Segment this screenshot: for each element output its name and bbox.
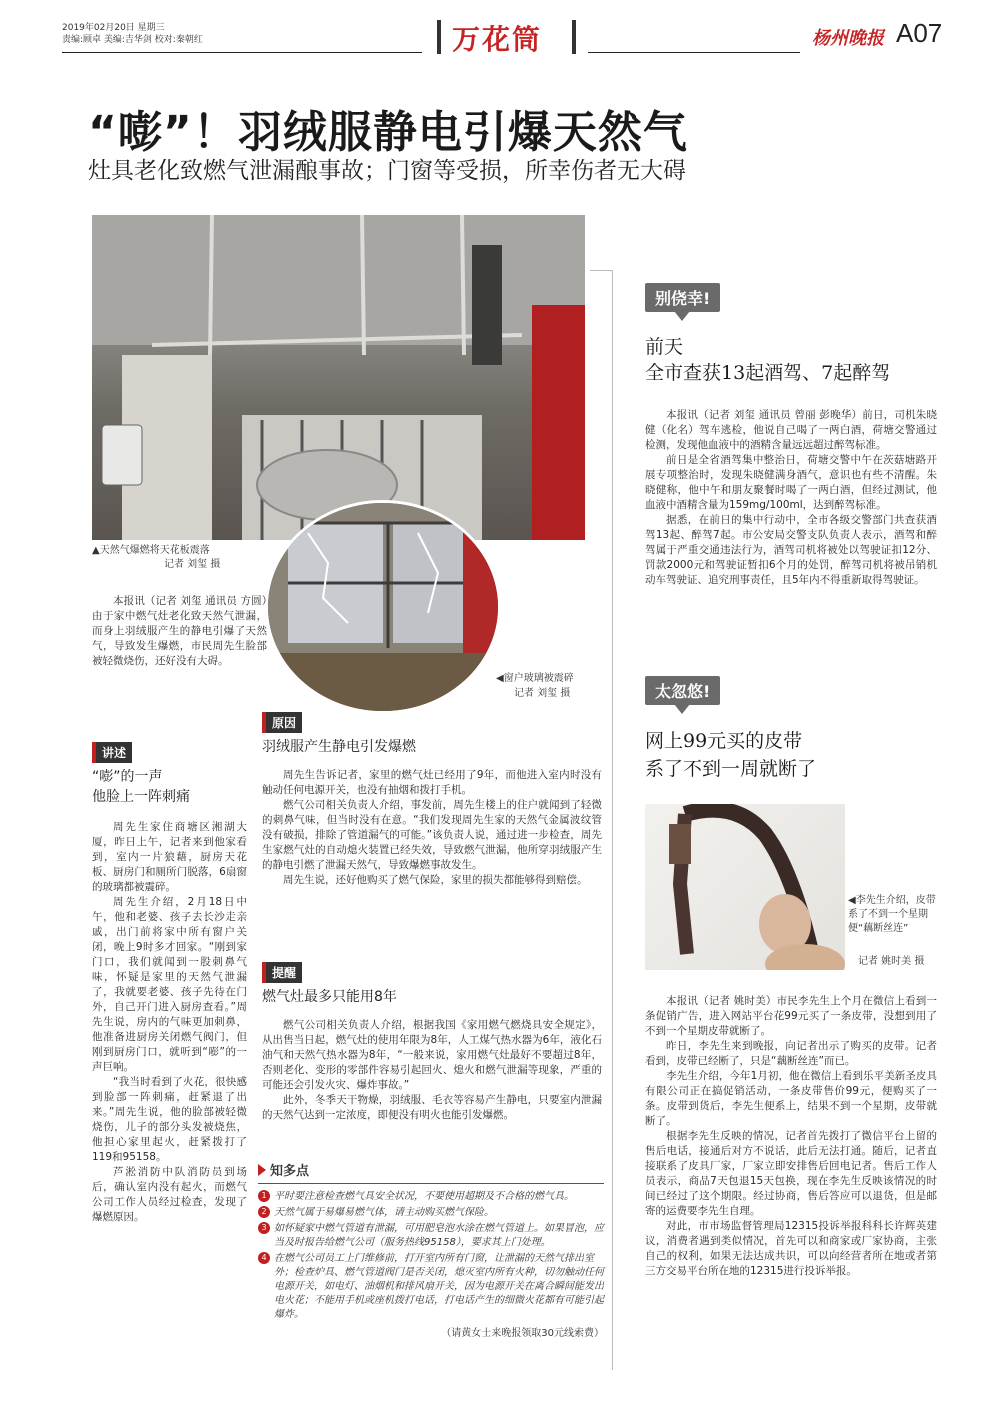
tip-number-icon: 3 xyxy=(258,1222,270,1234)
masthead xyxy=(0,0,986,60)
tip-text: 平时要注意检查燃气具安全状况，不要使用超期及不合格的燃气具。 xyxy=(274,1191,574,1202)
story2-head2: 全市查获13起酒驾、7起醉驾 xyxy=(645,362,891,384)
story2-p3: 据悉，在前日的集中行动中，全市各级交警部门共查获酒驾13起、醉驾7起。市公安局交警支队负责人表示，酒驾和醉驾属于严重交通违法行为，酒驾司机将被处以驾驶证扣12分、罚款2000元和驾驶证暂扣6个月的处罚，醉驾司机将被吊销机动车驾驶证、追究刑事责任，且5年内不得重新取得驾驶证。 xyxy=(645,514,937,586)
section2-head: 羽绒服产生静电引发爆燃 xyxy=(262,739,416,755)
photo2-credit: 记者 刘玺 摄 xyxy=(514,688,571,699)
story2-badge xyxy=(645,283,720,312)
lead-paragraph xyxy=(92,594,267,669)
tip-number-icon: 2 xyxy=(258,1206,270,1218)
photo3-caption: ◀李先生介绍，皮带系了不到一个星期便“藕断丝连” xyxy=(848,895,936,934)
story3-badge xyxy=(645,676,720,705)
tips-rule xyxy=(258,1183,604,1184)
tip-number-icon: 1 xyxy=(258,1190,270,1202)
section1-tag: 讲述 xyxy=(92,742,132,763)
story2-p1: 本报讯（记者 刘玺 通讯员 曾丽 彭晚华）前日，司机朱晓健（化名）驾车逃检，他说自己喝了一两白酒，荷塘交警通过检测，发现他血液中的酒精含量远远超过醉驾标准。 xyxy=(645,409,937,451)
story3-p3: 李先生介绍，今年1月初，他在微信上看到乐平美新圣皮具有限公司正在搞促销活动，一条皮带售价99元，便购买了一条。皮带到货后，李先生便系上，结果不到一个星期，皮带就断了。 xyxy=(645,1070,937,1127)
photo-broken-window xyxy=(265,500,501,714)
page-number: A07 xyxy=(896,18,943,48)
editors-line: 责编:顾卓 美编:吉华剑 校对:秦朝红 xyxy=(62,35,203,45)
section1-head1: “嘭”的一声 xyxy=(92,769,163,785)
tip-item xyxy=(258,1222,604,1250)
tip-text: 天然气属于易爆易燃气体，请主动购买燃气保险。 xyxy=(274,1207,494,1218)
column-divider xyxy=(612,270,613,1370)
tip-item xyxy=(258,1206,604,1220)
story2-body xyxy=(645,408,937,588)
photo2-caption: ◀窗户玻璃被震碎 xyxy=(496,673,574,684)
section1-head2: 他脸上一阵刺痛 xyxy=(92,789,190,805)
section1-p4: 芦淞消防中队消防员到场后，确认室内没有起火，而燃气公司工作人员经过检查，发现了爆燃原因。 xyxy=(92,1166,247,1223)
story3-head2: 系了不到一周就断了 xyxy=(645,758,817,780)
section2-body xyxy=(262,768,602,888)
story2-head1: 前天 xyxy=(645,336,684,358)
tips-header xyxy=(258,1160,604,1179)
headline-subtitle: 灶具老化致燃气泄漏酿事故；门窗等受损，所幸伤者无大碍 xyxy=(88,158,686,184)
tips-box xyxy=(258,1160,604,1339)
section-divider-icon xyxy=(437,20,441,54)
tip-item xyxy=(258,1190,604,1204)
column-divider-corner xyxy=(590,270,612,271)
section2-tag: 原因 xyxy=(262,712,302,733)
story3-p5: 对此，市市场监督管理局12315投诉举报科科长许辉英建议，消费者遇到类似情况，首先可以和商家或厂家协商，主张自己的权利，如果无法达成共识，可以向经营者所在地或者第三方交易平台所在地的12315进行投诉举报。 xyxy=(645,1220,937,1277)
date-line: 2019年02月20日 星期三 xyxy=(62,23,165,33)
tip-number-icon: 4 xyxy=(258,1252,270,1264)
section3-p2: 此外，冬季天干物燥，羽绒服、毛衣等容易产生静电，只要室内泄漏的天然气达到一定浓度，即便没有明火也能引发爆燃。 xyxy=(262,1094,602,1121)
headline-title: “嘭”！羽绒服静电引爆天然气 xyxy=(88,107,688,158)
story2-p2: 前日是全省酒驾集中整治日，荷塘交警中午在茨菇塘路开展专项整治时，发现朱晓健满身酒气，意识也有些不清醒。朱晓健称，他中午和朋友聚餐时喝了一两白酒，但经过测试，他血液中酒精含量为159mg/100ml，达到醉驾标准。 xyxy=(645,454,937,511)
tip-text: 在燃气公司员工上门维修前，打开室内所有门窗，让泄漏的天然气排出室外；检查炉具、燃气管道阀门是否关闭，熄灭室内所有火种，切勿触动任何电源开关，如电灯、油烟机和排风扇开关，因为电源开关在离合瞬间能发出电火花；不能用手机或座机拨打电话，打电话产生的细微火花都有可能引起爆炸。 xyxy=(274,1253,604,1320)
tip-item xyxy=(258,1252,604,1322)
tips-chevron-icon xyxy=(258,1164,266,1176)
section2-p1: 周先生告诉记者，家里的燃气灶已经用了9年，而他进入室内时没有触动任何电源开关，也没有抽烟和拨打手机。 xyxy=(262,769,602,796)
story3-p4: 根据李先生反映的情况，记者首先拨打了微信平台上留的售后电话，接通后对方不说话，此后无法打通。随后，记者直接联系了皮具厂家，厂家立即安排售后回电记者。售后工作人员表示，商品7天包退15天包换，现在李先生反映该情况的时间已经过了这个期限。经过协商，售后答应可以退货，但是邮寄的运费要李先生自理。 xyxy=(645,1130,937,1217)
section-divider-icon-right xyxy=(572,20,576,54)
tip-text: 如怀疑家中燃气管道有泄漏，可用肥皂泡水涂在燃气管道上。如果冒泡，应当及时报告给燃气公司（服务热线95158），要求其上门处理。 xyxy=(274,1223,604,1248)
section3-tag: 提醒 xyxy=(262,962,302,983)
story3-p2: 昨日，李先生来到晚报，向记者出示了购买的皮带。记者看到，皮带已经断了，只是“藕断丝连”而已。 xyxy=(645,1040,937,1067)
section3-header xyxy=(262,962,602,1007)
section-name: 万花筒 xyxy=(452,23,543,56)
section3-p1: 燃气公司相关负责人介绍，根据我国《家用燃气燃烧具安全规定》，从出售当日起，燃气灶的使用年限为8年，人工煤气热水器为6年，液化石油气和天然气热水器为8年，“一般来说，家用燃气灶最好不要超过8年，否则老化、变形的零部件容易引起回火、熄火和燃气泄漏等现象，严重的可能还会引发火灾、爆炸事故。” xyxy=(262,1019,602,1091)
section2-p3: 周先生说，还好他购买了燃气保险，家里的损失都能够得到赔偿。 xyxy=(283,874,588,886)
masthead-rule-left xyxy=(62,52,422,53)
story3-badge-text: 太忽悠! xyxy=(655,682,711,701)
photo-ceiling-damage xyxy=(92,215,585,540)
story3-badge-pointer-icon xyxy=(674,704,690,714)
photo3-credit: 记者 姚时美 摄 xyxy=(858,956,925,967)
section3-body xyxy=(262,1018,602,1123)
story2-badge-text: 别侥幸! xyxy=(655,289,711,308)
section1-header xyxy=(92,742,267,807)
story3-head1: 网上99元买的皮带 xyxy=(645,730,803,752)
story3-body xyxy=(645,994,937,1279)
photo1-credit: 记者 刘玺 摄 xyxy=(164,559,221,570)
tips-tag: 知多点 xyxy=(270,1164,310,1179)
paper-logo: 杨州晚报 xyxy=(812,28,884,49)
section1-p3: “我当时看到了火花，很快感到脸部一阵刺痛，赶紧退了出来。”周先生说，他的脸部被轻微烧伤，儿子的部分头发被烧焦，他担心家里起火，赶紧拨打了119和95158。 xyxy=(92,1076,247,1163)
section2-header xyxy=(262,712,602,757)
section3-head: 燃气灶最多只能用8年 xyxy=(262,989,397,1005)
story2-badge-pointer-icon xyxy=(674,311,690,321)
section1-p1: 周先生家住商塘区湘湖大厦，昨日上午，记者来到他家看到，室内一片狼藉，厨房天花板、厨房门和厕所门脱落，6扇窗的玻璃都被震碎。 xyxy=(92,821,247,893)
section1-p2: 周先生介绍，2月18日中午，他和老婆、孩子去长沙走亲戚，出门前将家中所有窗户关闭，晚上9时多才回家。“刚到家门口，我们就闻到一股刺鼻气味，怀疑是家里的天然气泄漏了，我就要老婆、孩子先待在门外，自己开门进入厨房查看。”周先生说，房内的气味更加刺鼻，他准备进厨房关闭燃气阀门，但刚到厨房门口，就听到“嘭”的一声巨响。 xyxy=(92,896,247,1073)
masthead-rule-right xyxy=(588,52,800,53)
lead-text: 本报讯（记者 刘玺 通讯员 方圆）由于家中燃气灶老化致天然气泄漏，而身上羽绒服产生的静电引爆了天然气，导致发生爆燃，市民周先生脸部被轻微烧伤，还好没有大碍。 xyxy=(92,595,267,667)
photo1-caption: ▲天然气爆燃将天花板震落 xyxy=(92,545,210,556)
section2-p2: 燃气公司相关负责人介绍，事发前，周先生楼上的住户就闻到了轻微的刺鼻气味，但当时没有在意。“我们发现周先生家的天然气金属波纹管没有破损，排除了管道漏气的可能。”该负责人说，通过进一步检查，周先生家燃气灶的自动熄火装置已经失效，导致燃气泄漏，他所穿羽绒服产生的静电引燃了泄漏天然气，导致爆燃事故发生。 xyxy=(262,799,602,871)
tips-list xyxy=(258,1190,604,1322)
story3-p1: 本报讯（记者 姚时美）市民李先生上个月在微信上看到一条促销广告，进入网站平台花99元买了一条皮带，没想到用了不到一个星期皮带就断了。 xyxy=(645,995,937,1037)
section1-body xyxy=(92,820,247,1225)
tips-footer: （请黄女士来晚报领取30元线索费） xyxy=(441,1328,604,1339)
photo-broken-belt xyxy=(645,804,845,970)
